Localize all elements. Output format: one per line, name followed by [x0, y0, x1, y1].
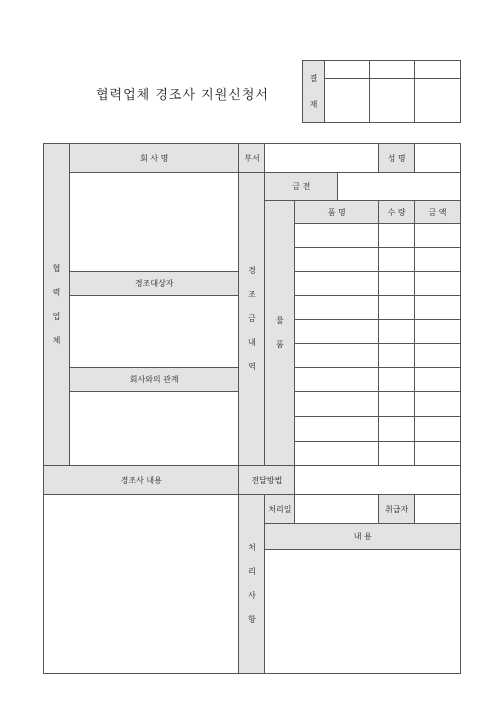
grant-vertical-label: 경 조 금 내 역	[239, 173, 265, 466]
goods-amount-field[interactable]	[415, 224, 461, 248]
relation-field[interactable]	[69, 392, 239, 466]
goods-amount-field[interactable]	[415, 344, 461, 368]
name-label: 성 명	[379, 144, 415, 173]
company-name-label: 회 사 명	[69, 144, 239, 173]
approval-header-1	[324, 61, 369, 79]
process-date-label: 처리일	[265, 495, 295, 524]
approval-label	[303, 61, 325, 123]
goods-vertical-label: 물 품	[265, 201, 295, 466]
goods-amount-field[interactable]	[415, 320, 461, 344]
goods-amount-field[interactable]	[415, 368, 461, 392]
goods-quantity-field[interactable]	[379, 248, 415, 272]
goods-item-field[interactable]	[295, 392, 378, 417]
goods-item-field[interactable]	[295, 272, 379, 296]
goods-amount-field[interactable]	[415, 442, 460, 465]
goods-amount-field[interactable]	[415, 248, 461, 272]
approval-sign-3[interactable]	[415, 79, 461, 123]
approval-sign-2[interactable]	[369, 79, 415, 123]
goods-amount-field[interactable]	[415, 392, 460, 417]
goods-quantity-field[interactable]	[379, 320, 415, 344]
item-name-header: 품 명	[295, 201, 379, 224]
goods-quantity-field[interactable]	[379, 442, 414, 465]
amount-header: 금 액	[415, 201, 461, 224]
goods-item-field[interactable]	[295, 320, 379, 344]
handler-field[interactable]	[415, 495, 461, 524]
delivery-method-field[interactable]	[295, 466, 461, 495]
goods-quantity-field[interactable]	[379, 344, 415, 368]
company-name-field[interactable]	[69, 173, 239, 272]
goods-item-field[interactable]	[295, 224, 379, 248]
event-content-label: 경조사 내용	[44, 466, 239, 495]
cash-field[interactable]	[338, 173, 461, 201]
delivery-method-label: 전달방법	[239, 466, 295, 495]
department-label: 부서	[239, 144, 265, 173]
content-field[interactable]	[265, 550, 461, 674]
approval-header-3	[415, 61, 461, 79]
content-label: 내 용	[265, 524, 461, 550]
goods-quantity-field[interactable]	[379, 224, 415, 248]
approval-header-2	[369, 61, 415, 79]
approval-sign-1[interactable]	[324, 79, 369, 123]
goods-quantity-field[interactable]	[379, 392, 414, 417]
target-label: 경조대상자	[69, 272, 239, 296]
relation-label: 회사와의 관계	[69, 368, 239, 392]
goods-quantity-field[interactable]	[379, 368, 415, 392]
goods-quantity-field[interactable]	[379, 417, 414, 442]
partner-vertical-label: 협 력 업 체	[44, 144, 70, 466]
application-form-table	[43, 143, 461, 674]
cash-label: 금 전	[265, 173, 338, 201]
approval-label-bottom: 재	[309, 99, 318, 109]
name-field[interactable]	[415, 144, 461, 173]
target-field[interactable]	[69, 296, 239, 368]
approval-table	[302, 60, 461, 123]
goods-extra-amount	[415, 392, 461, 466]
department-field[interactable]	[265, 144, 379, 173]
goods-quantity-field[interactable]	[379, 296, 415, 320]
process-date-field[interactable]	[295, 495, 379, 524]
quantity-header: 수 량	[379, 201, 415, 224]
goods-amount-field[interactable]	[415, 296, 461, 320]
event-content-field[interactable]	[44, 495, 239, 674]
goods-extra-quantity	[379, 392, 415, 466]
goods-item-field[interactable]	[295, 442, 378, 465]
handler-label: 취급자	[379, 495, 415, 524]
page-title: 협력업체 경조사 지원신청서	[96, 88, 269, 103]
approval-label-top: 결	[309, 73, 318, 83]
process-vertical-label: 처 리 사 항	[239, 495, 265, 674]
goods-item-field[interactable]	[295, 248, 379, 272]
goods-item-field[interactable]	[295, 368, 379, 392]
goods-amount-field[interactable]	[415, 417, 460, 442]
goods-item-field[interactable]	[295, 417, 378, 442]
goods-extra-rows	[295, 392, 379, 466]
goods-quantity-field[interactable]	[379, 272, 415, 296]
goods-amount-field[interactable]	[415, 272, 461, 296]
goods-item-field[interactable]	[295, 344, 379, 368]
goods-item-field[interactable]	[295, 296, 379, 320]
